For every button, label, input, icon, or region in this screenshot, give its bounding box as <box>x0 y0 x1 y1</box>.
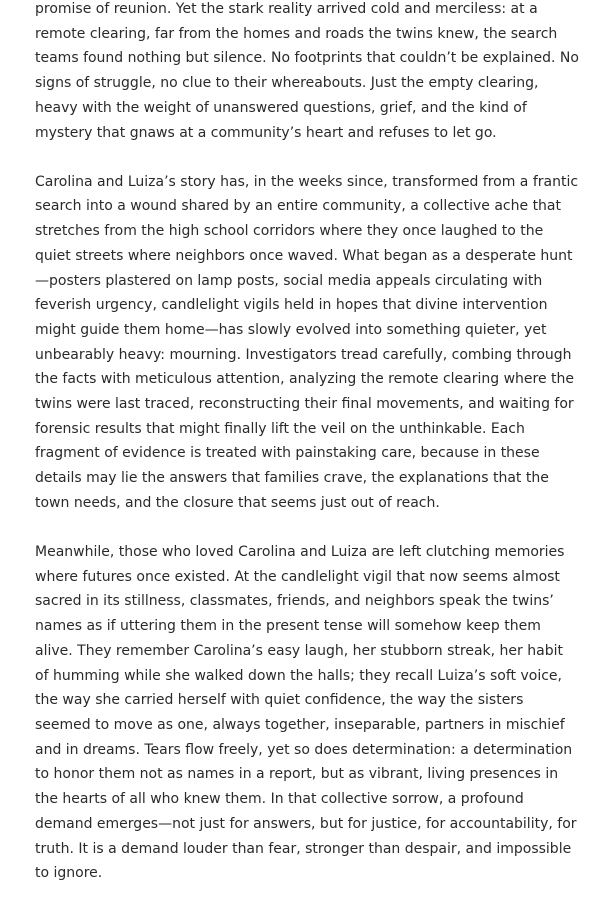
paragraph-community-story: Carolina and Luiza’s story has, in the weeks since, transformed from a frantic search into a wound shared by an entire community, a collective ache that stretches from the high school corridors where they once laughed to the quiet streets where neighbors once waved. What began as a desperate hunt—posters plastered on lamp posts, social media appeals circulating with feverish urgency, candlelight vigils held in hopes that divine intervention might guide them home—has slowly evolved into something quieter, yet unbearably heavy: mourning. Investigators tread carefully, combing through the facts with meticulous attention, analyzing the remote clearing where the twins were last traced, reconstructing their final movements, and waiting for forensic results that might finally lift the veil on the unthinkable. Each fragment of evidence is treated with painstaking care, because in these details may lie the answers that families crave, the explanations that the town needs, and the closure that seems just out of reach. <box>35 173 579 511</box>
paragraph-reunion: promise of reunion. Yet the stark reality arrived cold and merciless: at a remote clearing, far from the homes and roads the twins knew, the search teams found nothing but silence. No footprints that couldn’t be explained. No signs of struggle, no clue to their whereabouts. Just the empty clearing, heavy with the weight of unanswered questions, grief, and the kind of mystery that gnaws at a community’s heart and refuses to let go. <box>35 1 579 141</box>
article-body <box>35 0 580 910</box>
paragraph-memories: Meanwhile, those who loved Carolina and Luiza are left clutching memories where futures once existed. At the candlelight vigil that now seems almost sacred in its stillness, classmates, friends, and neighbors speak the twins’ names as if uttering them in the present tense will somehow keep them alive. They remember Carolina’s easy laugh, her stubborn streak, her habit of humming while she walked down the halls; they recall Luiza’s soft voice, the way she carried herself with quiet confidence, the way the sisters seemed to move as one, always together, inseparable, partners in mischief and in dreams. Tears flow freely, yet so does determination: a determination to honor them not as names in a report, but as vibrant, living presences in the hearts of all who knew them. In that collective sorrow, a profound demand emerges—not just for answers, but for justice, for accountability, for truth. It is a demand louder than fear, stronger than despair, and impossible to ignore. <box>35 544 577 882</box>
